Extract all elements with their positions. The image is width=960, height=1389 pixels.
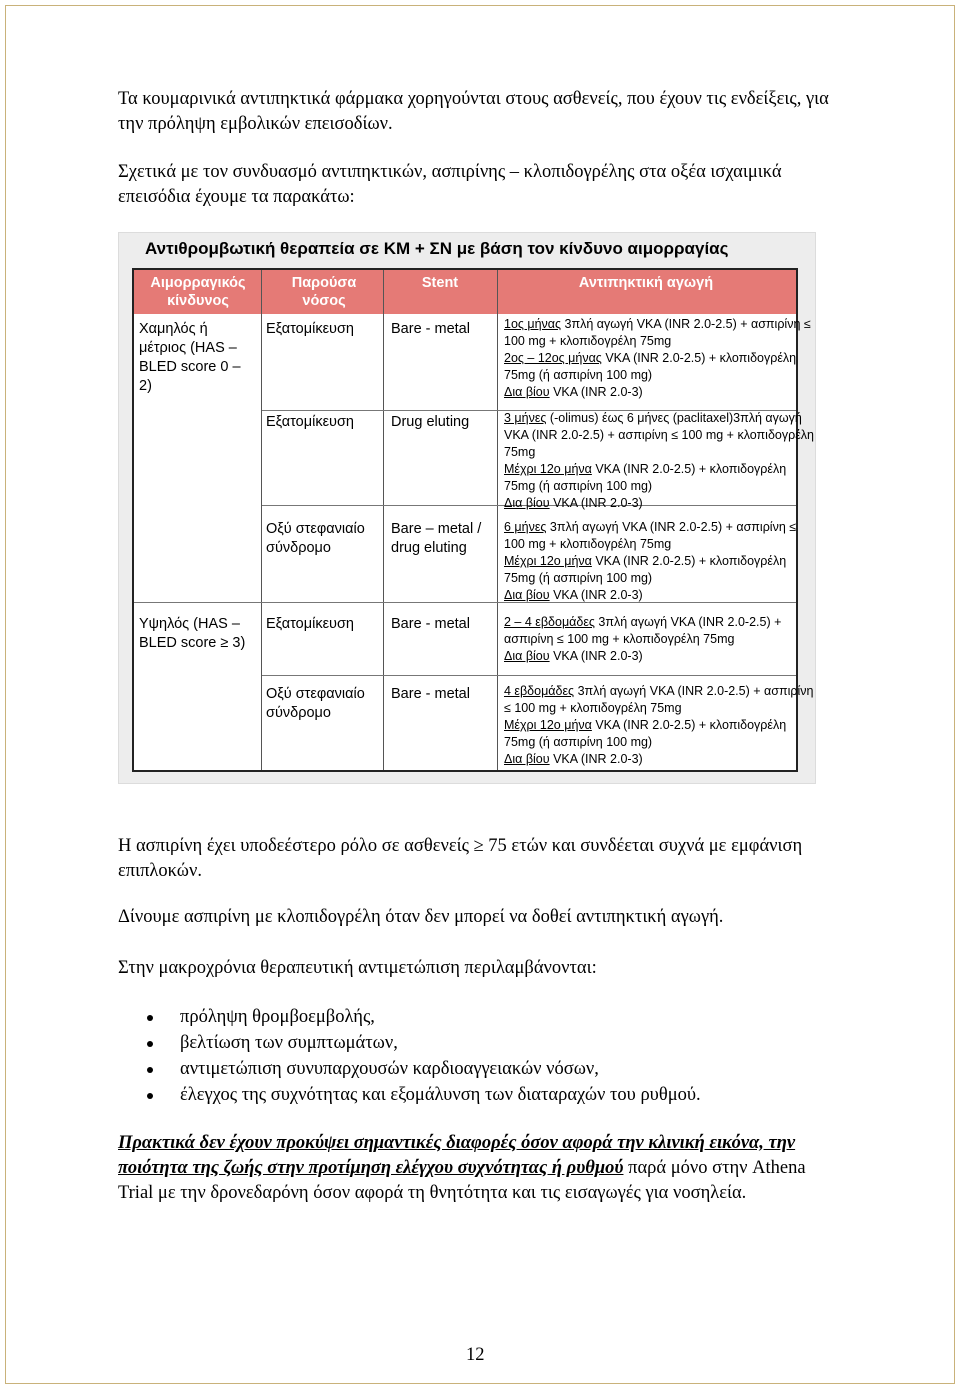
treatment-cell — [504, 316, 819, 401]
treatment-line: 2ος – 12ος μήνας VKA (INR 2.0-2.5) + κλοπιδογρέλη 75mg (ή ασπιρίνη 100 mg) — [504, 351, 797, 382]
treatment-line: Δια βίου VKA (INR 2.0-3) — [504, 588, 643, 602]
table-header — [134, 270, 796, 314]
paragraph-conclusion — [118, 1131, 840, 1206]
treatment-line: Δια βίου VKA (INR 2.0-3) — [504, 496, 643, 510]
disease-cell: Εξατομίκευση — [266, 321, 354, 337]
treatment-line: 3 μήνες (-olimus) έως 6 μήνες (paclitaxel)3πλή αγωγή VKA (INR 2.0-2.5) + ασπιρίνη ≤ 100 mg + κλοπιδογρέλη 75mg — [504, 411, 814, 459]
treatment-line: Δια βίου VKA (INR 2.0-3) — [504, 649, 643, 663]
stent-cell: Bare - metal — [391, 321, 470, 337]
treatment-line: Δια βίου VKA (INR 2.0-3) — [504, 752, 643, 766]
stent-cell: Drug eluting — [391, 414, 470, 430]
conclusion-emphasis: Πρακτικά δεν έχουν προκύψει σημαντικές διαφορές όσον αφορά την κλινική εικόνα, την ποιότητα της ζωής στην προτίμηση ελέγχου συχνότητας ή ρυθμού — [118, 1133, 796, 1178]
column-divider — [383, 270, 384, 770]
risk-low-moderate: Χαμηλός ή μέτριος (HAS – BLED score 0 – 2) — [139, 321, 241, 394]
stent-cell: Bare - metal — [391, 686, 470, 702]
treatment-table — [132, 268, 814, 772]
header-stent: Stent — [421, 275, 459, 291]
treatment-cell — [504, 410, 819, 512]
treatment-cell — [504, 614, 819, 665]
column-divider — [497, 270, 498, 770]
figure-title: Αντιθρομβωτική θεραπεία σε ΚΜ + ΣΝ με βάση τον κίνδυνο αιμορραγίας — [145, 239, 729, 258]
paragraph-aspirin-age: Η ασπιρίνη έχει υποδεέστερο ρόλο σε ασθενείς ≥ 75 ετών και συνδέεται συχνά με εμφάνιση επιπλοκών. — [118, 836, 803, 881]
bullet-dot-icon — [147, 1093, 153, 1099]
paragraph-intro-1: Τα κουμαρινικά αντιπηκτικά φάρμακα χορηγούνται στους ασθενείς, που έχουν τις ενδείξεις, για την πρόληψη εμβολικών επεισοδίων. — [118, 89, 829, 134]
disease-cell: Εξατομίκευση — [266, 616, 354, 632]
bullet-list — [136, 1004, 701, 1108]
conclusion-rest: παρά μόνο στην Athena Trial με την δρονεδαρόνη όσον αφορά τη θνητότητα και τις εισαγωγές για νοσηλεία. — [118, 1158, 806, 1203]
column-divider — [261, 270, 262, 770]
treatment-line: 2 – 4 εβδομάδες 3πλή αγωγή VKA (INR 2.0-2.5) + ασπιρίνη ≤ 100 mg + κλοπιδογρέλη 75mg — [504, 615, 782, 646]
list-item: αντιμετώπιση συνυπαρχουσών καρδιοαγγειακών νόσων, — [136, 1056, 701, 1082]
treatment-cell — [504, 683, 819, 768]
list-item: έλεγχος της συχνότητας και εξομάλυνση των διαταραχών του ρυθμού. — [136, 1082, 701, 1108]
row-divider — [262, 675, 796, 676]
header-risk: Αιμορραγικός κίνδυνος — [150, 275, 246, 309]
treatment-line: 1ος μήνας 3πλή αγωγή VKA (INR 2.0-2.5) + ασπιρίνη ≤ 100 mg + κλοπιδογρέλη 75mg — [504, 317, 811, 348]
treatment-line: Μέχρι 12ο μήνα VKA (INR 2.0-2.5) + κλοπιδογρέλη 75mg (ή ασπιρίνη 100 mg) — [504, 554, 787, 585]
page-number: 12 — [466, 1345, 485, 1365]
list-item: βελτίωση των συμπτωμάτων, — [136, 1030, 701, 1056]
treatment-line: Μέχρι 12ο μήνα VKA (INR 2.0-2.5) + κλοπιδογρέλη 75mg (ή ασπιρίνη 100 mg) — [504, 718, 787, 749]
treatment-line: Μέχρι 12ο μήνα VKA (INR 2.0-2.5) + κλοπιδογρέλη 75mg (ή ασπιρίνη 100 mg) — [504, 462, 787, 493]
treatment-cell — [504, 519, 819, 604]
disease-cell: Εξατομίκευση — [266, 414, 354, 430]
disease-cell: Οξύ στεφανιαίο σύνδρομο — [266, 686, 365, 721]
paragraph-aspirin-clopidogrel: Δίνουμε ασπιρίνη με κλοπιδογρέλη όταν δεν μπορεί να δοθεί αντιπηκτική αγωγή. — [118, 907, 724, 927]
risk-high: Υψηλός (HAS – BLED score ≥ 3) — [139, 616, 246, 651]
stent-cell: Bare - metal — [391, 616, 470, 632]
treatment-line: 4 εβδομάδες 3πλή αγωγή VKA (INR 2.0-2.5) + ασπιρίνη ≤ 100 mg + κλοπιδογρέλη 75mg — [504, 684, 814, 715]
treatment-line: Δια βίου VKA (INR 2.0-3) — [504, 385, 643, 399]
stent-cell: Bare – metal / drug eluting — [391, 521, 482, 556]
paragraph-long-term: Στην μακροχρόνια θεραπευτική αντιμετώπιση περιλαμβάνονται: — [118, 958, 597, 978]
bullet-dot-icon — [147, 1067, 153, 1073]
treatment-figure — [118, 232, 816, 784]
header-disease: Παρούσα νόσος — [291, 275, 357, 309]
bullet-dot-icon — [147, 1041, 153, 1047]
disease-cell: Οξύ στεφανιαίο σύνδρομο — [266, 521, 365, 556]
treatment-line: 6 μήνες 3πλή αγωγή VKA (INR 2.0-2.5) + ασπιρίνη ≤ 100 mg + κλοπιδογρέλη 75mg — [504, 520, 797, 551]
header-treatment: Αντιπηκτική αγωγή — [578, 275, 714, 291]
bullet-dot-icon — [147, 1015, 153, 1021]
list-item: πρόληψη θρομβοεμβολής, — [136, 1004, 701, 1030]
paragraph-intro-2: Σχετικά με τον συνδυασμό αντιπηκτικών, ασπιρίνης – κλοπιδογρέλης στα οξέα ισχαιμικά επεισόδια έχουμε τα παρακάτω: — [118, 162, 782, 207]
